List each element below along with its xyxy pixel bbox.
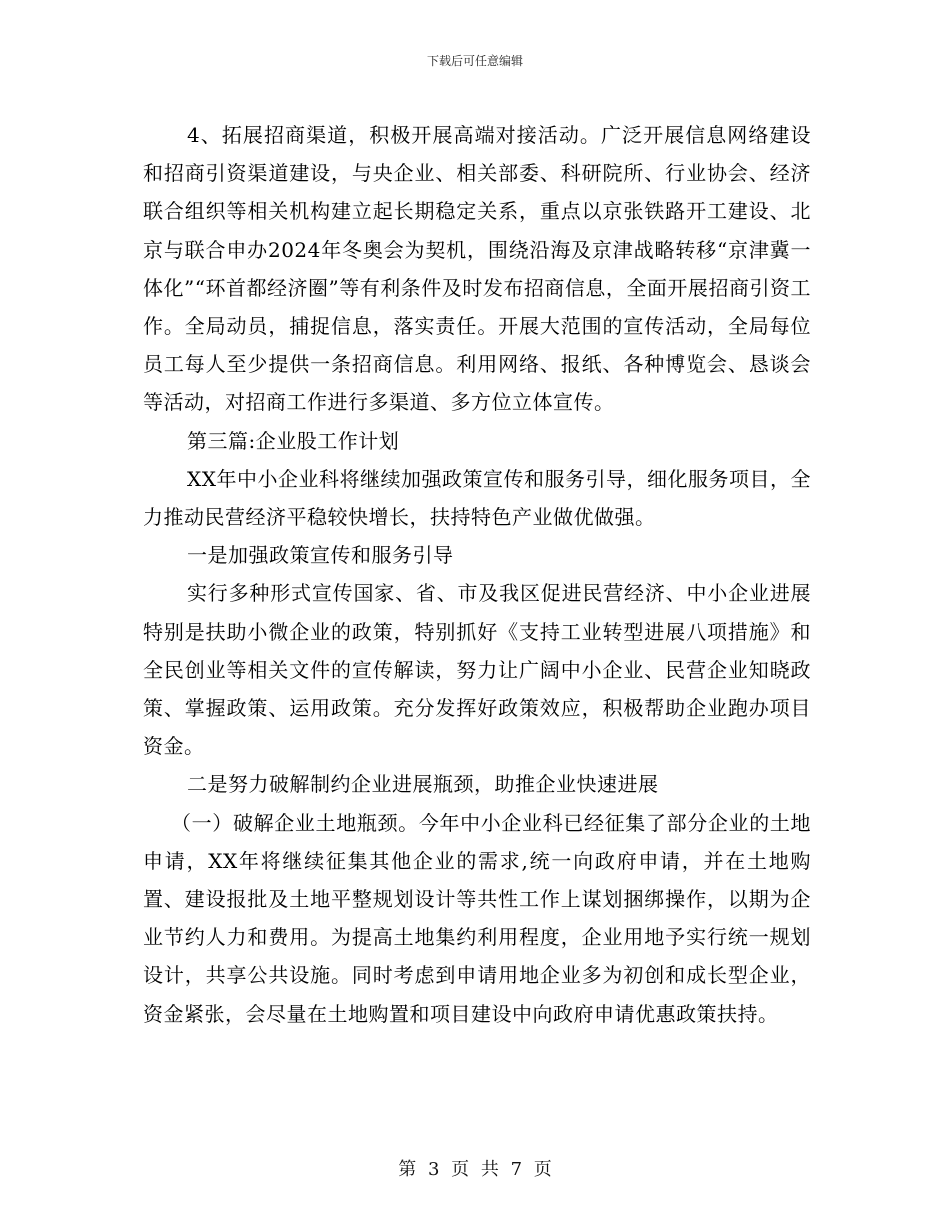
subheading-policy: 一是加强政策宣传和服务引导: [187, 543, 454, 568]
page-header: 下载后可任意编辑: [426, 54, 523, 68]
page-footer: 第 3 页 共 7 页: [398, 1159, 552, 1180]
paragraph-intro: XX年中小企业科将继续加强政策宣传和服务引导，细化服务项目，全力推动民营经济平稳较快增长，扶持特色产业做优做强。: [143, 466, 811, 530]
document-body: [143, 116, 811, 1033]
section-heading: 第三篇:企业股工作计划: [187, 428, 400, 453]
paragraph-policy: 实行多种形式宣传国家、省、市及我区促进民营经济、中小企业进展特别是扶助小微企业的政策，特别抓好《支持工业转型进展八项措施》和全民创业等相关文件的宣传解读，努力让广阔中小企业、民营企业知晓政策、掌握政策、运用政策。充分发挥好政策效应，积极帮助企业跑办项目资金。: [143, 581, 811, 759]
paragraph-expand-channels: 4、拓展招商渠道，积极开展高端对接活动。广泛开展信息网络建设和招商引资渠道建设，与央企业、相关部委、科研院所、行业协会、经济联合组织等相关机构建立起长期稳定关系，重点以京张铁路开工建设、北京与联合申办2024年冬奥会为契机，围绕沿海及京津战略转移“京津冀一体化”“环首都经济圈”等有利条件及时发布招商信息，全面开展招商引资工作。全局动员，捕捉信息，落实责任。开展大范围的宣传活动，全局每位员工每人至少提供一条招商信息。利用网络、报纸、各种博览会、恳谈会等活动，对招商工作进行多渠道、多方位立体宣传。: [143, 123, 811, 415]
subheading-bottleneck: 二是努力破解制约企业进展瓶颈，助推企业快速进展: [187, 772, 659, 797]
paragraph-land: （一）破解企业土地瓶颈。今年中小企业科已经征集了部分企业的土地申请，XX年将继续征集其他企业的需求,统一向政府申请，并在土地购置、建设报批及土地平整规划设计等共性工作上谋划捆绑操作，以期为企业节约人力和费用。为提高土地集约利用程度，企业用地予实行统一规划设计，共享公共设施。同时考虑到申请用地企业多为初创和成长型企业，资金紧张，会尽量在土地购置和项目建设中向政府申请优惠政策扶持。: [143, 810, 811, 1026]
